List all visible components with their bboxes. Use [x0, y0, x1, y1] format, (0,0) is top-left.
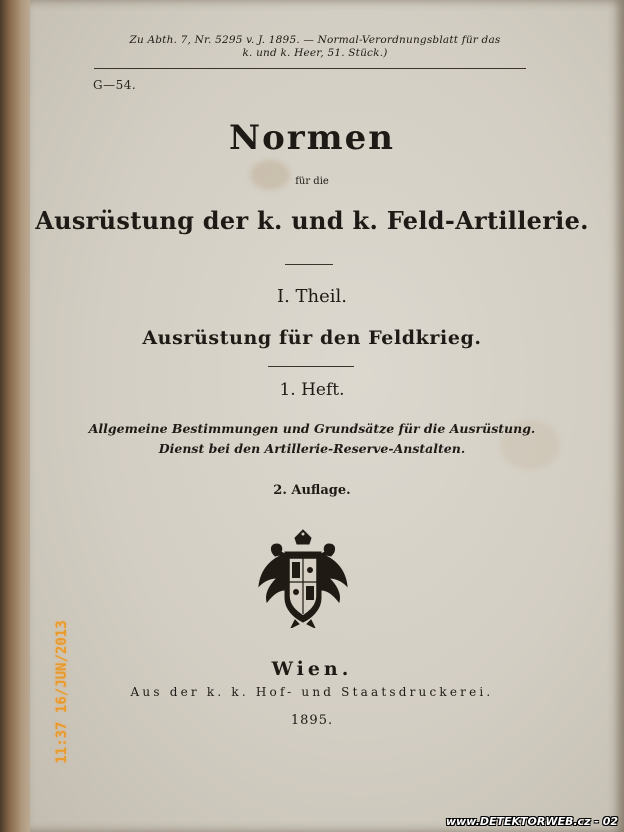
- part-title: Ausrüstung für den Feldkrieg.: [142, 327, 482, 349]
- booklet-number: 1. Heft.: [279, 380, 345, 400]
- header-line-2: k. und k. Heer, 51. Stück.): [242, 47, 388, 59]
- watermark: www.DETEKTORWEB.cz - 02: [445, 815, 618, 828]
- edition: 2. Auflage.: [273, 483, 351, 498]
- publication-year: 1895.: [290, 713, 334, 728]
- publication-place: Wien.: [271, 658, 353, 680]
- part-number: I. Theil.: [276, 286, 348, 307]
- header-rule: [94, 68, 526, 69]
- divider: [285, 264, 333, 265]
- document-subtitle: Ausrüstung der k. und k. Feld-Artillerie.: [35, 206, 589, 235]
- photo-date-stamp: [0, 620, 149, 764]
- double-headed-eagle-icon: [255, 528, 351, 628]
- divider: [268, 366, 354, 367]
- document-title: Normen: [229, 118, 395, 158]
- description-line-2: Dienst bei den Artillerie-Reserve-Anstalten.: [158, 441, 466, 456]
- publisher: Aus der k. k. Hof- und Staatsdruckerei.: [130, 685, 494, 699]
- description-line-1: Allgemeine Bestimmungen und Grundsätze für die Ausrüstung.: [88, 421, 536, 436]
- header-line-1: Zu Abth. 7, Nr. 5295 v. J. 1895. — Normal-Verordnungsblatt für das: [129, 34, 501, 46]
- photo-date-stamp-text: 11:37 16/JUN/2013: [54, 620, 70, 764]
- title-connector: für die: [295, 176, 329, 187]
- document-code: G—54.: [93, 78, 137, 92]
